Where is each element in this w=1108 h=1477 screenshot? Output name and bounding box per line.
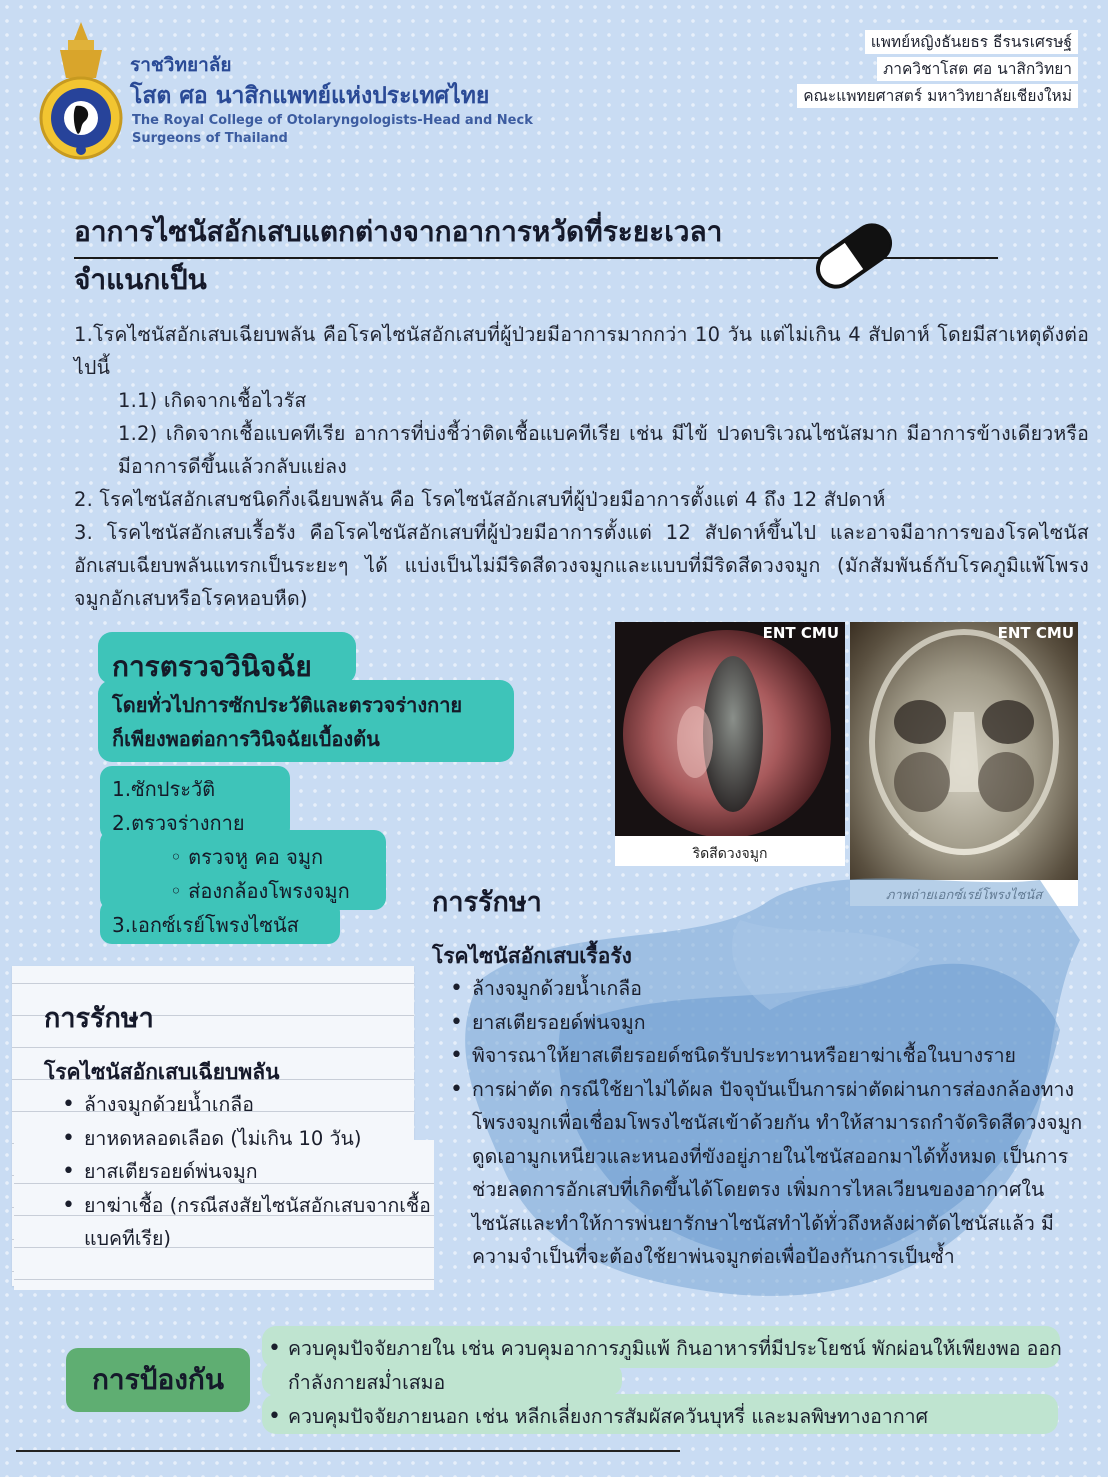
prevention-list [268, 1332, 1068, 1434]
classification-subacute: 2. โรคไซนัสอักเสบชนิดกึ่งเฉียบพลัน คือ โรคไซนัสอักเสบที่ผู้ป่วยมีอาการตั้งแต่ 4 ถึง 12 สัปดาห์ [74, 488, 886, 511]
college-name-thai-line1: ราชวิทยาลัย [130, 54, 232, 76]
diagnosis-substep-ent-exam: ◦ ตรวจหู คอ จมูก [170, 845, 324, 869]
list-item: • ควบคุมปัจจัยภายนอก เช่น หลีกเลี่ยงการสัมผัสควันบุหรี่ และมลพิษทางอากาศ [268, 1400, 1068, 1434]
list-item: • ยาหดหลอดเลือด (ไม่เกิน 10 วัน) [58, 1122, 450, 1156]
nasal-polyp-endoscopy-image [615, 622, 845, 836]
author-block [797, 30, 1078, 111]
page-title-line2: จำแนกเป็น [74, 263, 207, 296]
treatment-acute-list [58, 1088, 450, 1256]
classification-acute-bacterial: 1.2) เกิดจากเชื้อแบคทีเรีย อาการที่บ่งชี้ว่าติดเชื้อแบคทีเรีย เช่น มีไข้ ปวดบริเวณไซนัสมาก มีอาการข้างเดียวหรือมีอาการดีขึ้นแล้วกลับแย่ลง [118, 422, 1089, 478]
diagnosis-subtitle-line1: โดยทั่วไปการซักประวัติและตรวจร่างกาย [112, 693, 463, 717]
treatment-chronic-title: การรักษา [432, 887, 542, 918]
college-name-thai-line2: โสต ศอ นาสิกแพทย์แห่งประเทศไทย [130, 83, 490, 109]
author-name: แพทย์หญิงธันยธร ธีรนรเศรษฐ์ [865, 30, 1078, 54]
diagnosis-step-exam: 2.ตรวจร่างกาย [112, 811, 245, 835]
author-department: ภาควิชาโสต ศอ นาสิกวิทยา [877, 57, 1078, 81]
college-name-english-line2: Surgeons of Thailand [132, 131, 288, 146]
list-item: • ยาสเตียรอยด์พ่นจมูก [58, 1155, 450, 1189]
classification-acute-viral: 1.1) เกิดจากเชื้อไวรัส [118, 389, 307, 412]
treatment-acute-subtitle: โรคไซนัสอักเสบเฉียบพลัน [44, 1060, 280, 1084]
list-item: • ยาสเตียรอยด์พ่นจมูก [446, 1006, 1091, 1040]
college-name-english [132, 112, 533, 148]
diagnosis-title: การตรวจวินิจฉัย [112, 650, 312, 683]
diagnosis-steps [112, 772, 350, 942]
diagnosis-subtitle-line2: ก็เพียงพอต่อการวินิจฉัยเบื้องต้น [112, 727, 380, 751]
list-item: • ควบคุมปัจจัยภายใน เช่น ควบคุมอาการภูมิแพ้ กินอาหารที่มีประโยชน์ พักผ่อนให้เพียงพอ ออกกำลังกายสม่ำเสมอ [268, 1332, 1068, 1400]
classification-chronic: 3. โรคไซนัสอักเสบเรื้อรัง คือโรคไซนัสอักเสบที่ผู้ป่วยมีอาการตั้งแต่ 12 สัปดาห์ขึ้นไป และอาจมีอาการของโรคไซนัสอักเสบเฉียบพลันแทรกเป็นระยะๆ ได้ แบ่งเป็นไม่มีริดสีดวงจมูกและแบบที่มีริดสีดวงจมูก (มักสัมพันธ์กับโรคภูมิแพ้โพรงจมูกอักเสบหรือโรคหอบหืด) [74, 521, 1089, 610]
endoscopy-image-drawing [615, 622, 845, 836]
classification-acute: 1.โรคไซนัสอักเสบเฉียบพลัน คือโรคไซนัสอักเสบที่ผู้ป่วยมีอาการมากกว่า 10 วัน แต่ไม่เกิน 4 สัปดาห์ โดยมีสาเหตุดังต่อไปนี้ [74, 323, 1089, 379]
diagnosis-step-xray: 3.เอกซ์เรย์โพรงไซนัส [112, 913, 299, 937]
diagnosis-substep-endoscopy: ◦ ส่องกล้องโพรงจมูก [170, 879, 350, 903]
bottom-divider [16, 1450, 680, 1452]
list-item: • ล้างจมูกด้วยน้ำเกลือ [58, 1088, 450, 1122]
college-name-english-line1: The Royal College of Otolaryngologists-Head and Neck [132, 113, 533, 128]
photo1-watermark: ENT CMU [762, 624, 839, 642]
xray-image-drawing [850, 622, 1078, 880]
list-item: • ยาฆ่าเชื้อ (กรณีสงสัยไซนัสอักเสบจากเชื้อแบคทีเรีย) [58, 1189, 450, 1256]
photo1-caption: ริดสีดวงจมูก [692, 846, 768, 862]
sinusitis-classification [74, 318, 1089, 615]
page-title-line1: อาการไซนัสอักเสบแตกต่างจากอาการหวัดที่ระยะเวลา [74, 215, 723, 248]
college-logo [38, 18, 124, 168]
capsule-pill-icon [810, 216, 898, 296]
list-item: • พิจารณาให้ยาสเตียรอยด์ชนิดรับประทานหรือยาฆ่าเชื้อในบางราย [446, 1039, 1091, 1073]
treatment-chronic-subtitle: โรคไซนัสอักเสบเรื้อรัง [432, 944, 632, 968]
diagnosis-step-history: 1.ซักประวัติ [112, 777, 216, 801]
list-item: • การผ่าตัด กรณีใช้ยาไม่ได้ผล ปัจจุบันเป็นการผ่าตัดผ่านการส่องกล้องทางโพรงจมูกเพื่อเชื่อมโพรงไซนัสเข้าด้วยกัน ทำให้สามารถกำจัดริดสีดวงจมูก ดูดเอามูกเหนียวและหนองที่ขังอยู่ภายในไซนัสออกมาได้ทั้งหมด เป็นการช่วยลดการอักเสบที่เกิดขึ้นได้โดยตรง เพิ่มการไหลเวียนของอากาศในไซนัสและทำให้การพ่นยารักษาไซนัสทำได้ทั่วถึงหลังผ่าตัดไซนัสแล้ว มีความจำเป็นที่จะต้องใช้ยาพ่นจมูกต่อเพื่อป้องกันการเป็นซ้ำ [446, 1073, 1091, 1274]
treatment-chronic-list [446, 972, 1091, 1274]
sinus-xray-image [850, 622, 1078, 880]
list-item: • ล้างจมูกด้วยน้ำเกลือ [446, 972, 1091, 1006]
author-faculty: คณะแพทยศาสตร์ มหาวิทยาลัยเชียงใหม่ [797, 84, 1078, 108]
photo2-watermark: ENT CMU [997, 624, 1074, 642]
treatment-acute-title: การรักษา [44, 1003, 154, 1034]
prevention-label: การป้องกัน [91, 1363, 225, 1396]
diagnosis-subtitle [112, 688, 512, 756]
